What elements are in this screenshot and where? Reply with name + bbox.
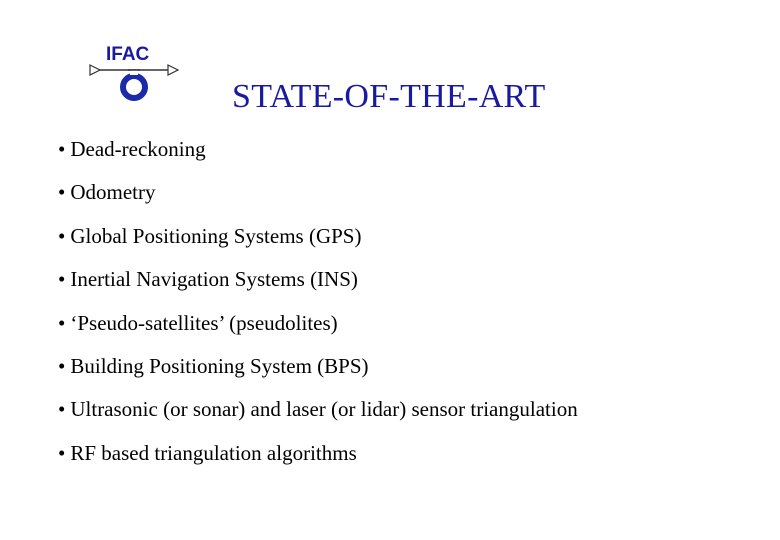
bullet-text: Global Positioning Systems (GPS): [70, 223, 362, 248]
bullet-item: [58, 221, 578, 264]
bullet-item: [58, 351, 578, 394]
bullet-text: ‘Pseudo-satellites’ (pseudolites): [70, 310, 338, 335]
bullet-dot: •: [58, 267, 66, 292]
ifac-logo: [88, 42, 184, 108]
bullet-dot: •: [58, 440, 66, 465]
ifac-emblem-icon: [88, 42, 184, 108]
bullet-text: Odometry: [70, 180, 156, 205]
bullet-dot: •: [58, 353, 66, 378]
bullet-text: Dead-reckoning: [70, 137, 206, 161]
bullet-item: [58, 394, 578, 437]
bullet-item: [58, 177, 578, 220]
bullet-dot: •: [58, 180, 66, 205]
bullet-text: Ultrasonic (or sonar) and laser (or lidar) sensor triangulation: [70, 397, 578, 422]
logo-ring: [123, 76, 145, 98]
bullet-item: [58, 134, 578, 177]
bullet-dot: •: [58, 310, 66, 335]
bullet-text: RF based triangulation algorithms: [70, 440, 357, 465]
bullet-dot: •: [58, 223, 66, 248]
bullet-text: Inertial Navigation Systems (INS): [70, 267, 358, 292]
bullet-item: [58, 264, 578, 307]
logo-text: IFAC: [106, 44, 150, 65]
bullet-dot: •: [58, 137, 66, 161]
bullet-item: [58, 438, 578, 481]
bullet-dot: •: [58, 397, 66, 422]
bullet-text: Building Positioning System (BPS): [70, 353, 369, 378]
bullet-list: [58, 134, 578, 481]
bullet-item: [58, 308, 578, 351]
slide-title: STATE-OF-THE-ART: [232, 78, 546, 115]
